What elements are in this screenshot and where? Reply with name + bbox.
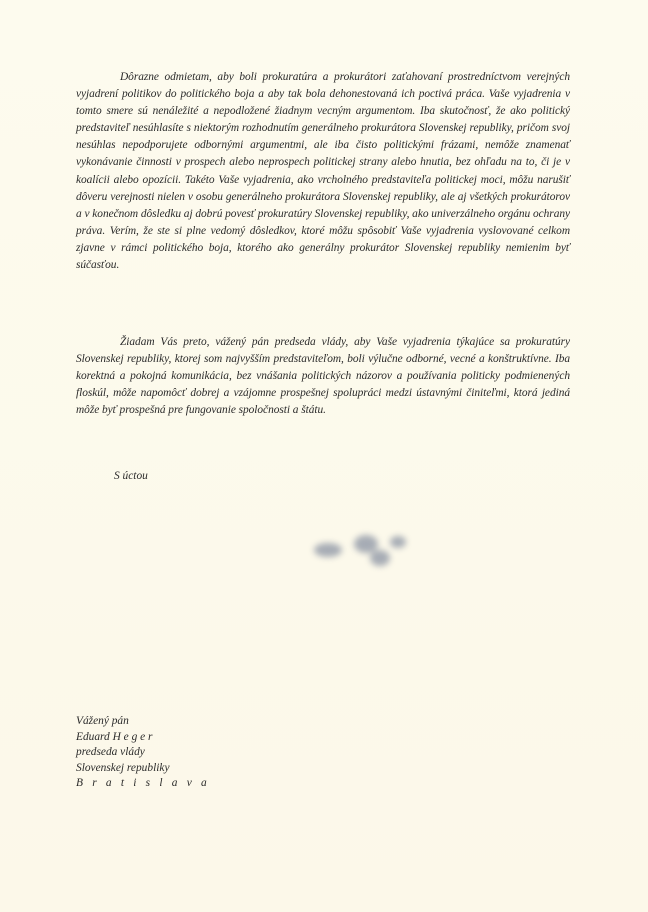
letter-paragraph-2: Žiadam Vás preto, vážený pán predseda vlády, aby Vaše vyjadrenia týkajúce sa prokuratúry Slovenskej republiky, ktorej som najvyšším predstaviteľom, boli výlučne odborné, vecné a konštruktívne. Iba korektná a pokojná komunikácia, bez vnášania politických názorov a používania politicky podmienených floskúl, môže napomôcť dobrej a vzájomne prospešnej spolupráci medzi ústavnými činiteľmi, ktorá jediná môže byť prospešná pre fungovanie spoločnosti a štátu. (76, 336, 570, 417)
address-title: predseda vlády (76, 746, 145, 759)
signature-blur (300, 520, 420, 580)
address-salutation: Vážený pán (76, 715, 129, 727)
address-country: Slovenskej republiky (76, 761, 170, 774)
letter-paragraph-1: Dôrazne odmietam, aby boli prokuratúra a prokurátori zaťahovaní prostredníctvom verejných vyjadrení politikov do politického boja a aby tak bola dehonestovaná ich poctivá práca. Vaše vyjadrenia v tomto smere sú nenáležité a nepodložené žiadnym vecným argumentom. Iba skutočnosť, že ako politický predstaviteľ nesúhlasíte s niektorým rozhodnutím generálneho prokurátora Slovenskej republiky, pričom svoj nesúhlas nepodporujete odbornými argumentmi, ale iba čisto politickými frázami, nemôže znamenať vykonávanie činnosti v prospech alebo neprospech politickej strany alebo hnutia, bez ohľadu na to, či je v koalícii alebo opozícii. Takéto Vaše vyjadrenia, ako vrcholného predstaviteľa politickej moci, môžu narušiť dôveru verejnosti nielen v osobu generálneho prokurátora Slovenskej republiky, ale aj všetkých prokurátorov a v konečnom dôsledku aj dobrú povesť prokuratúry Slovenskej republiky, ako univerzálneho orgánu ochrany práva. Verím, že ste si plne vedomý dôsledkov, ktoré môžu spôsobiť Vaše vyjadrenia vyslovované celkom zjavne v rámci politického boja, ktorého ako generálny prokurátor Slovenskej republiky nemienim byť súčasťou. (76, 71, 570, 272)
address-name: Eduard H e g e r (76, 730, 153, 743)
recipient-address (76, 714, 210, 792)
closing-salutation: S úctou (114, 470, 148, 482)
address-city: B r a t i s l a v a (76, 777, 210, 790)
